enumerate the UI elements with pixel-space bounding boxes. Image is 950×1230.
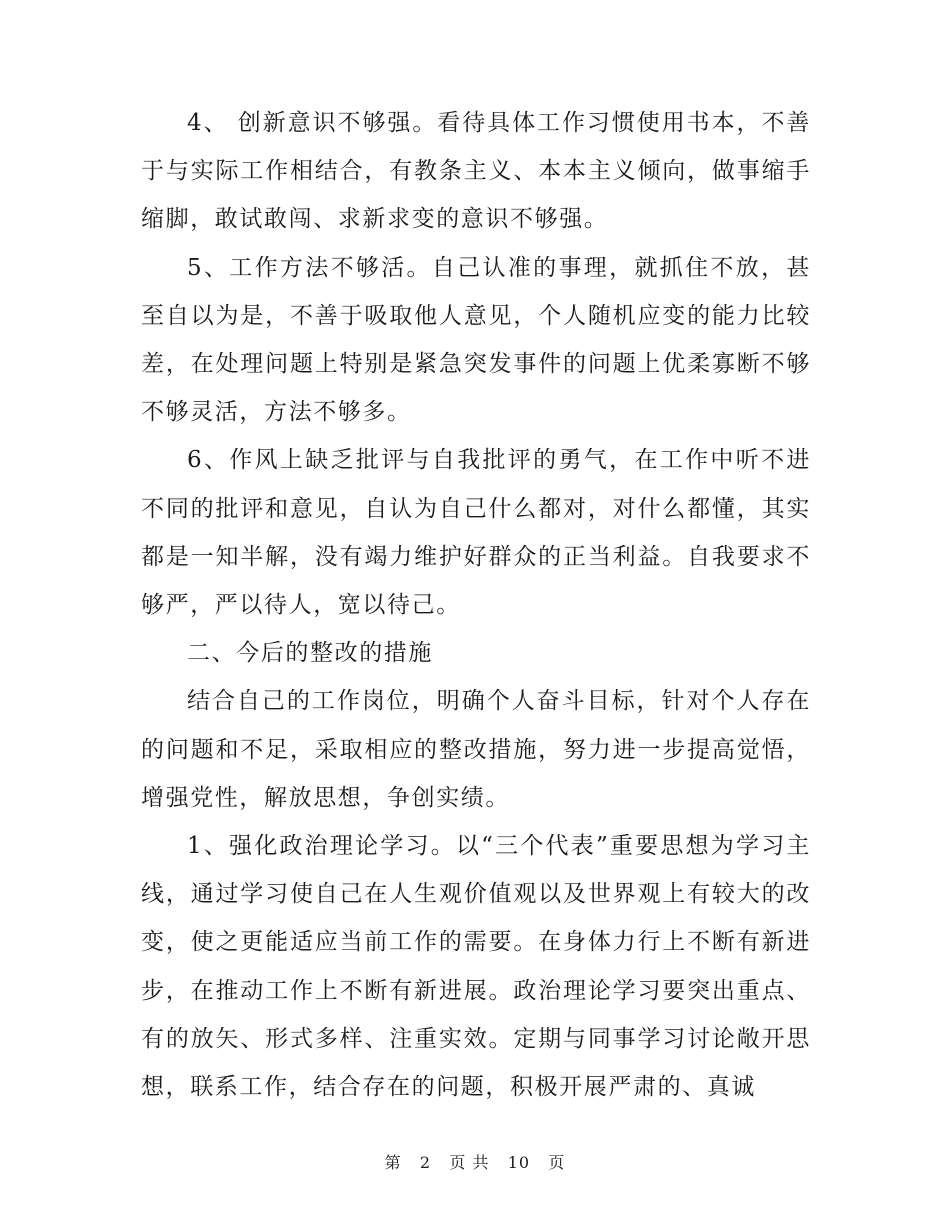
footer-suffix: 页 bbox=[548, 1153, 566, 1172]
body-text bbox=[141, 99, 811, 1111]
page-footer bbox=[0, 1150, 950, 1173]
footer-total-pages: 10 bbox=[507, 1153, 531, 1172]
paragraph-item-5: 5、工作方法不够活。自己认准的事理，就抓住不放，甚至自以为是，不善于吸取他人意见，个人随机应变的能力比较差，在处理问题上特别是紧急突发事件的问题上优柔寡断不够不够灵活，方法不够多。 bbox=[141, 254, 811, 426]
paragraph-measures-intro: 结合自己的工作岗位，明确个人奋斗目标，针对个人存在的问题和不足，采取相应的整改措施，努力进一步提高觉悟，增强党性，解放思想，争创实绩。 bbox=[141, 688, 811, 811]
footer-mid: 页 共 bbox=[449, 1153, 490, 1172]
paragraph-measure-1: 1、强化政治理论学习。以“三个代表”重要思想为学习主线，通过学习使自己在人生观价值观以及世界观上有较大的改变，使之更能适应当前工作的需要。在身体力行上不断有新进步，在推动工作上不断有新进展。政治理论学习要突出重点、有的放矢、形式多样、注重实效。定期与同事学习讨论敞开思想，联系工作，结合存在的问题，积极开展严肃的、真诚 bbox=[141, 833, 811, 1101]
section-heading-measures: 二、今后的整改的措施 bbox=[187, 640, 433, 667]
paragraph-item-6: 6、作风上缺乏批评与自我批评的勇气，在工作中听不进不同的批评和意见，自认为自己什么都对，对什么都懂，其实都是一知半解，没有竭力维护好群众的正当利益。自我要求不够严，严以待人，宽以待己。 bbox=[141, 447, 811, 619]
footer-page-number: 2 bbox=[419, 1153, 432, 1172]
footer-prefix: 第 bbox=[384, 1153, 402, 1172]
paragraph-item-4: 4、 创新意识不够强。看待具体工作习惯使用书本，不善于与实际工作相结合，有教条主义、本本主义倾向，做事缩手缩脚，敢试敢闯、求新求变的意识不够强。 bbox=[141, 110, 811, 233]
